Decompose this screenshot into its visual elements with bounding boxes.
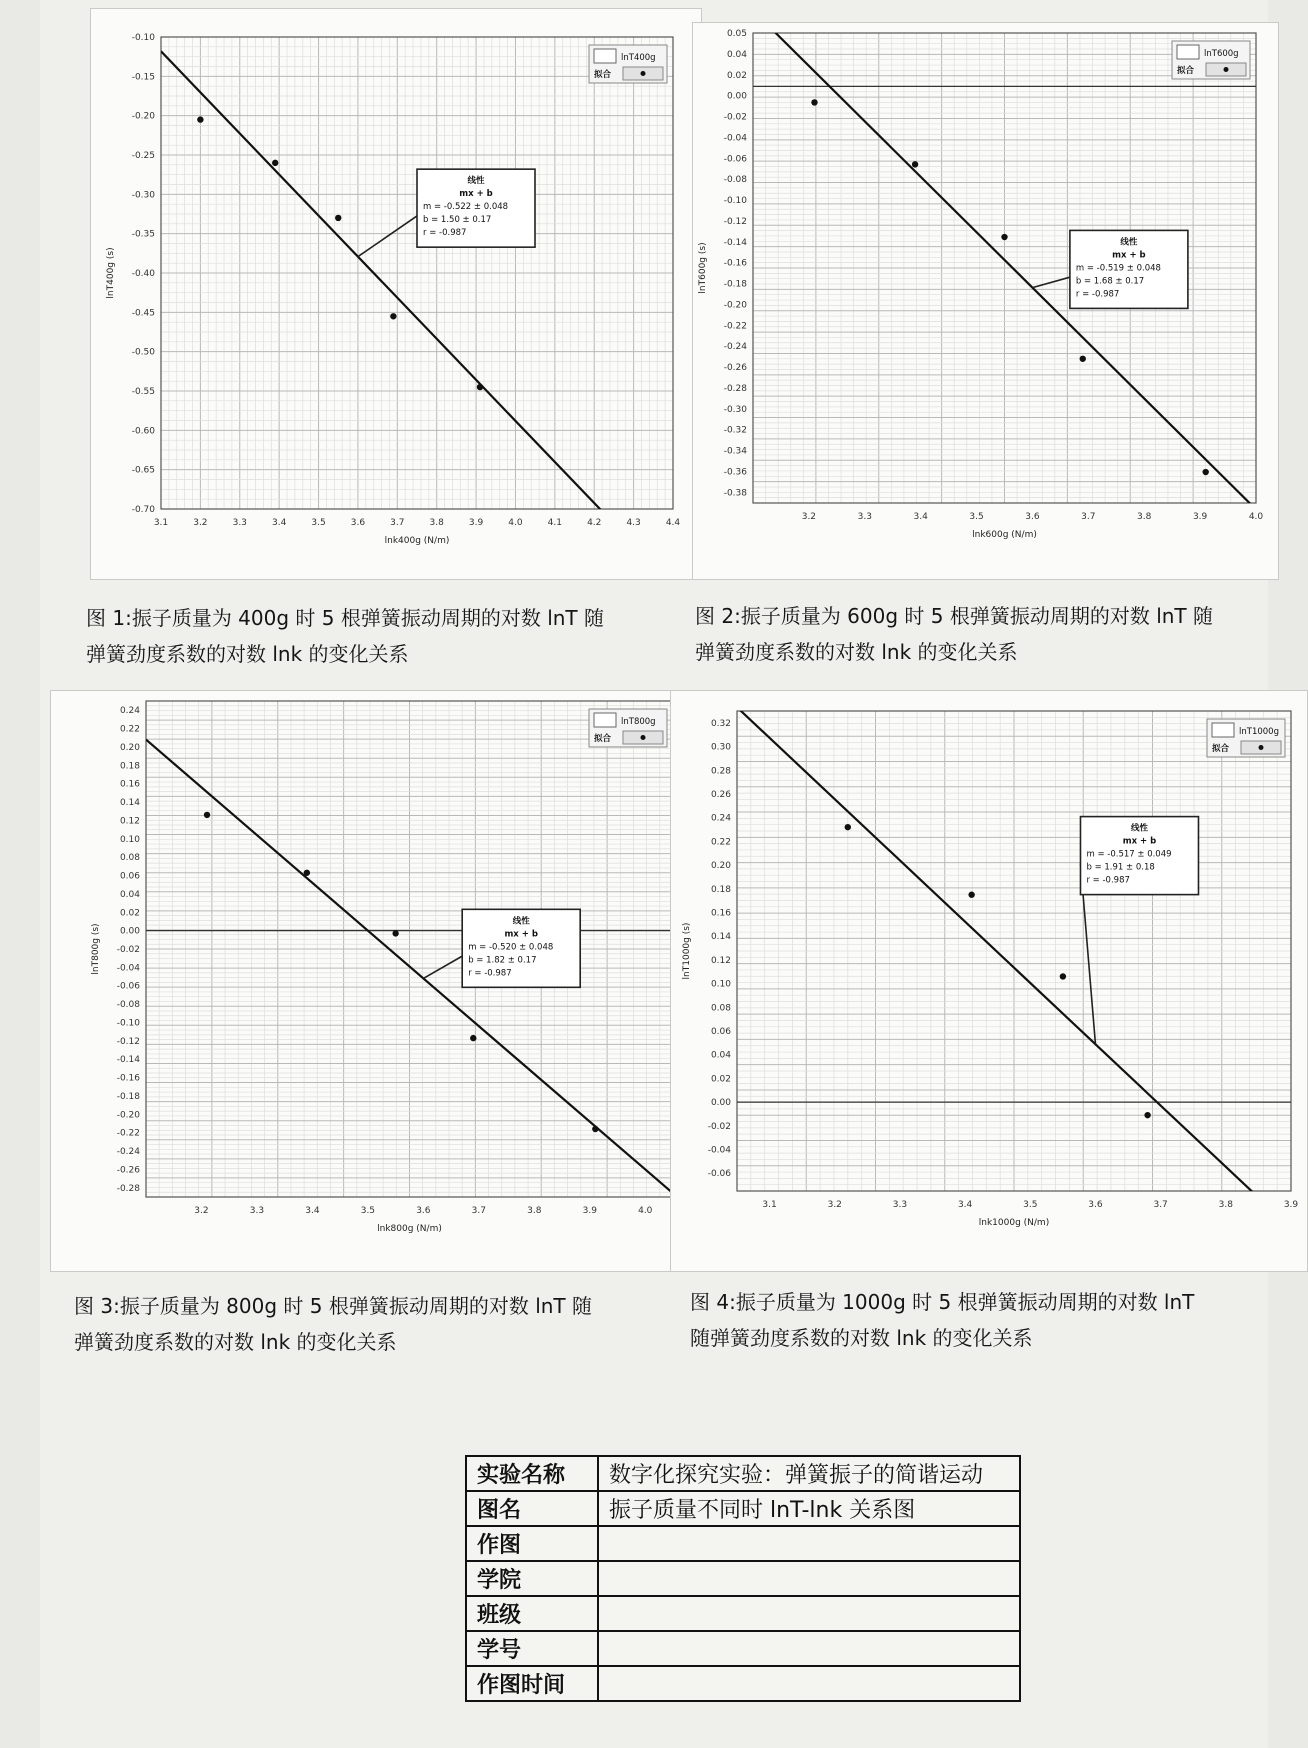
x-tick-label: 3.4 bbox=[305, 1206, 320, 1216]
info-value bbox=[598, 1631, 1020, 1666]
info-row bbox=[466, 1491, 1020, 1526]
y-tick-label: 0.12 bbox=[710, 955, 731, 966]
x-tick-label: 3.9 bbox=[468, 518, 484, 528]
y-tick-label: 0.06 bbox=[710, 1027, 731, 1037]
y-tick-label: 0.32 bbox=[710, 718, 731, 729]
x-tick-label: 3.5 bbox=[311, 518, 326, 528]
figure-caption-3 bbox=[74, 1288, 694, 1360]
legend-swatch bbox=[1212, 723, 1234, 737]
y-tick-label: 0.18 bbox=[119, 761, 140, 772]
annotation-leader bbox=[423, 956, 462, 978]
y-tick-label: 0.04 bbox=[726, 49, 747, 60]
info-key: 作图 bbox=[466, 1526, 598, 1561]
caption-3-line-2: 弹簧劲度系数的对数 lnk 的变化关系 bbox=[74, 1330, 397, 1354]
fit-annotation-text: b = 1.50 ± 0.17 bbox=[423, 215, 492, 226]
x-tick-label: 3.7 bbox=[1153, 1200, 1168, 1210]
y-tick-label: 0.04 bbox=[710, 1050, 731, 1061]
y-tick-label: 0.08 bbox=[119, 853, 140, 864]
x-tick-label: 3.2 bbox=[194, 1206, 209, 1216]
y-tick-label: -0.26 bbox=[116, 1165, 140, 1176]
y-tick-label: -0.20 bbox=[116, 1110, 140, 1121]
data-point bbox=[390, 313, 396, 319]
y-tick-label: -0.30 bbox=[723, 404, 747, 415]
data-point bbox=[912, 161, 918, 167]
info-value bbox=[598, 1526, 1020, 1561]
info-value bbox=[598, 1561, 1020, 1596]
y-axis-label: lnT800g (s) bbox=[91, 923, 101, 975]
x-tick-label: 3.5 bbox=[360, 1206, 376, 1216]
data-point bbox=[1060, 973, 1066, 979]
y-axis-label: lnT1000g (s) bbox=[682, 922, 692, 980]
caption-2-line-1: 图 2:振子质量为 600g 时 5 根弹簧振动周期的对数 lnT 随 bbox=[695, 604, 1214, 628]
info-row bbox=[466, 1631, 1020, 1666]
data-point bbox=[968, 892, 974, 898]
y-tick-label: -0.02 bbox=[116, 945, 140, 955]
x-tick-label: 3.7 bbox=[1081, 512, 1096, 522]
data-point bbox=[811, 99, 817, 105]
y-tick-label: -0.06 bbox=[116, 981, 140, 992]
fit-annotation-text: r = -0.987 bbox=[468, 968, 512, 979]
legend-marker-icon bbox=[641, 71, 646, 76]
fit-annotation-text: 线性 bbox=[1130, 823, 1148, 834]
x-axis-label: lnk600g (N/m) bbox=[972, 530, 1037, 540]
y-tick-label: 0.24 bbox=[119, 706, 140, 717]
y-tick-label: -0.55 bbox=[131, 387, 155, 397]
info-key: 图名 bbox=[466, 1491, 598, 1526]
y-tick-label: -0.30 bbox=[131, 190, 155, 201]
x-tick-label: 4.0 bbox=[508, 518, 523, 528]
y-tick-label: 0.26 bbox=[710, 789, 731, 800]
x-tick-label: 3.4 bbox=[957, 1200, 973, 1210]
data-point bbox=[1203, 469, 1209, 475]
data-point bbox=[592, 1126, 598, 1132]
fit-annotation-text: r = -0.987 bbox=[1075, 289, 1120, 300]
y-tick-label: -0.28 bbox=[723, 383, 747, 394]
legend-label: lnT800g bbox=[621, 717, 656, 727]
y-tick-label: 0.08 bbox=[710, 1003, 731, 1014]
y-tick-label: -0.60 bbox=[131, 426, 155, 437]
caption-4-line-2: 随弹簧劲度系数的对数 lnk 的变化关系 bbox=[690, 1326, 1033, 1350]
y-tick-label: -0.70 bbox=[131, 505, 155, 515]
info-key: 班级 bbox=[466, 1596, 598, 1631]
y-tick-label: 0.16 bbox=[119, 779, 140, 790]
info-value: 数字化探究实验：弹簧振子的简谐运动 bbox=[598, 1456, 1020, 1491]
x-tick-label: 4.2 bbox=[587, 518, 602, 528]
y-tick-label: -0.35 bbox=[131, 229, 155, 240]
annotation-leader bbox=[358, 216, 417, 257]
y-tick-label: 0.14 bbox=[710, 932, 731, 943]
paper-page bbox=[40, 0, 1299, 1748]
y-tick-label: -0.06 bbox=[707, 1169, 731, 1180]
fit-annotation-text: 线性 bbox=[467, 176, 485, 187]
chart-panel-3 bbox=[50, 690, 692, 1272]
y-tick-label: -0.40 bbox=[131, 269, 155, 279]
x-tick-label: 3.5 bbox=[969, 512, 984, 522]
info-row bbox=[466, 1666, 1020, 1701]
x-tick-label: 3.3 bbox=[857, 512, 872, 522]
x-tick-label: 3.4 bbox=[271, 518, 287, 528]
fit-annotation-text: m = -0.522 ± 0.048 bbox=[423, 202, 509, 213]
y-tick-label: -0.04 bbox=[723, 133, 747, 144]
y-tick-label: -0.14 bbox=[723, 237, 747, 248]
x-tick-label: 3.8 bbox=[429, 518, 444, 528]
chart-1 bbox=[91, 9, 701, 579]
x-axis-label: lnk1000g (N/m) bbox=[978, 1218, 1050, 1228]
x-tick-label: 3.3 bbox=[232, 518, 247, 528]
info-key: 学院 bbox=[466, 1561, 598, 1596]
x-tick-label: 3.6 bbox=[416, 1206, 431, 1216]
y-tick-label: 0.16 bbox=[710, 908, 731, 919]
y-tick-label: -0.22 bbox=[116, 1128, 140, 1139]
fit-annotation-text: 线性 bbox=[512, 916, 530, 927]
y-tick-label: -0.65 bbox=[131, 465, 155, 476]
fit-annotation-text: m = -0.519 ± 0.048 bbox=[1075, 263, 1161, 274]
data-point bbox=[335, 215, 341, 221]
y-tick-label: 0.10 bbox=[119, 834, 140, 845]
chart-4 bbox=[671, 691, 1307, 1271]
y-tick-label: -0.26 bbox=[723, 363, 747, 374]
legend-swatch bbox=[1177, 45, 1199, 59]
legend-swatch bbox=[594, 49, 616, 63]
x-tick-label: 3.9 bbox=[1283, 1200, 1299, 1210]
x-tick-label: 3.6 bbox=[1025, 512, 1040, 522]
data-point bbox=[1144, 1112, 1150, 1118]
x-tick-label: 4.1 bbox=[547, 518, 563, 528]
fit-annotation-text: mx + b bbox=[504, 929, 538, 940]
y-tick-label: 0.02 bbox=[726, 70, 747, 81]
info-row bbox=[466, 1596, 1020, 1631]
chart-2 bbox=[693, 23, 1278, 579]
x-axis-label: lnk800g (N/m) bbox=[377, 1224, 442, 1234]
y-tick-label: -0.08 bbox=[116, 1000, 140, 1011]
y-tick-label: 0.02 bbox=[119, 908, 140, 919]
y-tick-label: -0.04 bbox=[707, 1145, 731, 1156]
data-point bbox=[1001, 234, 1007, 240]
y-tick-label: -0.22 bbox=[723, 321, 747, 332]
legend-swatch bbox=[594, 713, 616, 727]
data-point bbox=[272, 160, 278, 166]
data-point bbox=[197, 116, 203, 122]
y-tick-label: -0.02 bbox=[707, 1121, 731, 1132]
y-tick-label: -0.10 bbox=[131, 33, 155, 43]
info-row bbox=[466, 1526, 1020, 1561]
x-tick-label: 3.2 bbox=[193, 518, 208, 528]
data-point bbox=[845, 824, 851, 830]
fit-annotation-text: mx + b bbox=[1112, 250, 1146, 261]
data-point bbox=[470, 1035, 476, 1041]
data-point bbox=[477, 384, 483, 390]
data-point bbox=[304, 870, 310, 876]
legend-fit-label: 拟合 bbox=[1212, 744, 1230, 754]
fit-annotation-text: r = -0.987 bbox=[1086, 875, 1130, 886]
info-value bbox=[598, 1596, 1020, 1631]
caption-1-line-1: 图 1:振子质量为 400g 时 5 根弹簧振动周期的对数 lnT 随 bbox=[86, 606, 605, 630]
x-tick-label: 3.7 bbox=[390, 518, 405, 528]
fit-annotation-text: m = -0.520 ± 0.048 bbox=[468, 942, 554, 953]
info-key: 实验名称 bbox=[466, 1456, 598, 1491]
figure-caption-1 bbox=[86, 600, 706, 672]
x-tick-label: 4.3 bbox=[626, 518, 641, 528]
y-tick-label: -0.04 bbox=[116, 963, 140, 974]
chart-3 bbox=[51, 691, 691, 1271]
y-tick-label: 0.20 bbox=[710, 861, 731, 872]
caption-1-line-2: 弹簧劲度系数的对数 lnk 的变化关系 bbox=[86, 642, 409, 666]
chart-panel-4 bbox=[670, 690, 1308, 1272]
y-tick-label: 0.04 bbox=[119, 889, 140, 900]
fit-annotation-text: mx + b bbox=[1122, 836, 1157, 847]
x-tick-label: 3.6 bbox=[350, 518, 366, 528]
y-tick-label: 0.00 bbox=[119, 926, 140, 937]
y-tick-label: -0.18 bbox=[723, 279, 747, 290]
data-point bbox=[204, 812, 210, 818]
y-tick-label: -0.08 bbox=[723, 175, 747, 186]
legend-label: lnT400g bbox=[621, 53, 656, 63]
x-tick-label: 3.4 bbox=[913, 512, 928, 522]
fit-annotation-text: b = 1.68 ± 0.17 bbox=[1075, 276, 1145, 287]
y-tick-label: -0.14 bbox=[116, 1055, 140, 1066]
x-tick-label: 4.0 bbox=[1248, 512, 1264, 522]
y-tick-label: -0.18 bbox=[116, 1091, 140, 1102]
info-key: 作图时间 bbox=[466, 1666, 598, 1701]
y-tick-label: -0.24 bbox=[116, 1147, 140, 1158]
y-tick-label: -0.36 bbox=[723, 467, 747, 478]
y-tick-label: -0.50 bbox=[131, 347, 155, 358]
fit-annotation-text: b = 1.91 ± 0.18 bbox=[1086, 862, 1155, 873]
y-tick-label: -0.25 bbox=[131, 151, 155, 161]
y-tick-label: 0.20 bbox=[119, 742, 140, 753]
figure-caption-4 bbox=[690, 1284, 1270, 1356]
fit-line bbox=[161, 51, 673, 585]
x-tick-label: 3.9 bbox=[582, 1206, 597, 1216]
y-tick-label: 0.14 bbox=[119, 798, 140, 809]
y-tick-label: -0.12 bbox=[723, 216, 747, 227]
y-axis-label: lnT400g (s) bbox=[106, 247, 116, 299]
y-tick-label: -0.16 bbox=[723, 258, 747, 269]
x-tick-label: 3.2 bbox=[801, 512, 817, 522]
y-tick-label: -0.32 bbox=[723, 425, 747, 436]
y-tick-label: 0.02 bbox=[710, 1074, 731, 1085]
x-tick-label: 3.2 bbox=[827, 1200, 842, 1210]
y-tick-label: 0.10 bbox=[710, 979, 731, 990]
fit-annotation-text: b = 1.82 ± 0.17 bbox=[468, 955, 537, 966]
x-tick-label: 3.3 bbox=[249, 1206, 265, 1216]
x-tick-label: 3.8 bbox=[1137, 512, 1152, 522]
info-row bbox=[466, 1456, 1020, 1491]
grid bbox=[146, 701, 673, 1197]
fit-annotation-text: r = -0.987 bbox=[423, 228, 467, 239]
chart-panel-2 bbox=[692, 22, 1279, 580]
y-tick-label: -0.45 bbox=[131, 308, 155, 319]
x-tick-label: 3.1 bbox=[153, 518, 169, 528]
x-tick-label: 3.3 bbox=[892, 1200, 908, 1210]
y-tick-label: 0.00 bbox=[726, 91, 747, 102]
legend-fit-label: 拟合 bbox=[1177, 66, 1195, 76]
y-tick-label: -0.10 bbox=[723, 196, 747, 207]
y-tick-label: -0.38 bbox=[723, 488, 747, 499]
y-tick-label: -0.24 bbox=[723, 342, 747, 353]
legend-label: lnT1000g bbox=[1239, 727, 1279, 737]
y-tick-label: -0.28 bbox=[116, 1183, 140, 1194]
fit-annotation-text: m = -0.517 ± 0.049 bbox=[1086, 849, 1172, 860]
info-row bbox=[466, 1561, 1020, 1596]
experiment-info-table bbox=[465, 1455, 1021, 1702]
fit-annotation-text: mx + b bbox=[459, 189, 493, 200]
grid bbox=[737, 711, 1291, 1191]
y-tick-label: -0.20 bbox=[131, 111, 155, 122]
x-tick-label: 3.8 bbox=[527, 1206, 542, 1216]
y-tick-label: 0.22 bbox=[710, 837, 731, 848]
y-tick-label: -0.10 bbox=[116, 1018, 140, 1029]
fit-annotation-text: 线性 bbox=[1120, 237, 1138, 248]
x-tick-label: 4.0 bbox=[638, 1206, 653, 1216]
legend-label: lnT600g bbox=[1204, 49, 1239, 59]
figure-caption-2 bbox=[695, 598, 1275, 670]
y-tick-label: -0.02 bbox=[723, 112, 747, 123]
chart-panel-1 bbox=[90, 8, 702, 580]
y-tick-label: 0.22 bbox=[119, 724, 140, 735]
x-tick-label: 3.5 bbox=[1023, 1200, 1038, 1210]
y-tick-label: 0.28 bbox=[710, 766, 731, 777]
caption-3-line-1: 图 3:振子质量为 800g 时 5 根弹簧振动周期的对数 lnT 随 bbox=[74, 1294, 593, 1318]
y-tick-label: -0.34 bbox=[723, 446, 747, 457]
y-axis-label: lnT600g (s) bbox=[698, 242, 708, 294]
x-tick-label: 3.7 bbox=[471, 1206, 487, 1216]
info-value: 振子质量不同时 lnT-lnk 关系图 bbox=[598, 1491, 1020, 1526]
x-tick-label: 3.9 bbox=[1192, 512, 1208, 522]
x-tick-label: 3.6 bbox=[1088, 1200, 1103, 1210]
y-tick-label: 0.00 bbox=[710, 1098, 731, 1109]
legend-marker-icon bbox=[1224, 67, 1229, 72]
x-axis-label: lnk400g (N/m) bbox=[384, 536, 450, 546]
y-tick-label: 0.18 bbox=[710, 884, 731, 895]
y-tick-label: 0.24 bbox=[710, 813, 731, 824]
y-tick-label: -0.16 bbox=[116, 1073, 140, 1084]
y-tick-label: 0.30 bbox=[710, 742, 731, 753]
data-point bbox=[392, 930, 398, 936]
y-tick-label: 0.06 bbox=[119, 871, 140, 882]
x-tick-label: 3.8 bbox=[1218, 1200, 1233, 1210]
legend-marker-icon bbox=[1259, 745, 1264, 750]
y-tick-label: 0.12 bbox=[119, 816, 140, 827]
x-tick-label: 4.4 bbox=[665, 518, 681, 528]
caption-4-line-1: 图 4:振子质量为 1000g 时 5 根弹簧振动周期的对数 lnT bbox=[690, 1290, 1195, 1314]
legend-fit-label: 拟合 bbox=[594, 70, 612, 80]
y-tick-label: -0.15 bbox=[131, 72, 155, 83]
x-tick-label: 3.1 bbox=[762, 1200, 777, 1210]
info-value bbox=[598, 1666, 1020, 1701]
data-point bbox=[1080, 356, 1086, 362]
y-tick-label: -0.06 bbox=[723, 154, 747, 165]
caption-2-line-2: 弹簧劲度系数的对数 lnk 的变化关系 bbox=[695, 640, 1018, 664]
legend-marker-icon bbox=[641, 735, 646, 740]
y-tick-label: -0.12 bbox=[116, 1036, 140, 1047]
legend-fit-label: 拟合 bbox=[594, 734, 612, 744]
y-tick-label: -0.20 bbox=[723, 300, 747, 311]
grid bbox=[161, 37, 673, 509]
y-tick-label: 0.05 bbox=[726, 29, 747, 39]
info-key: 学号 bbox=[466, 1631, 598, 1666]
